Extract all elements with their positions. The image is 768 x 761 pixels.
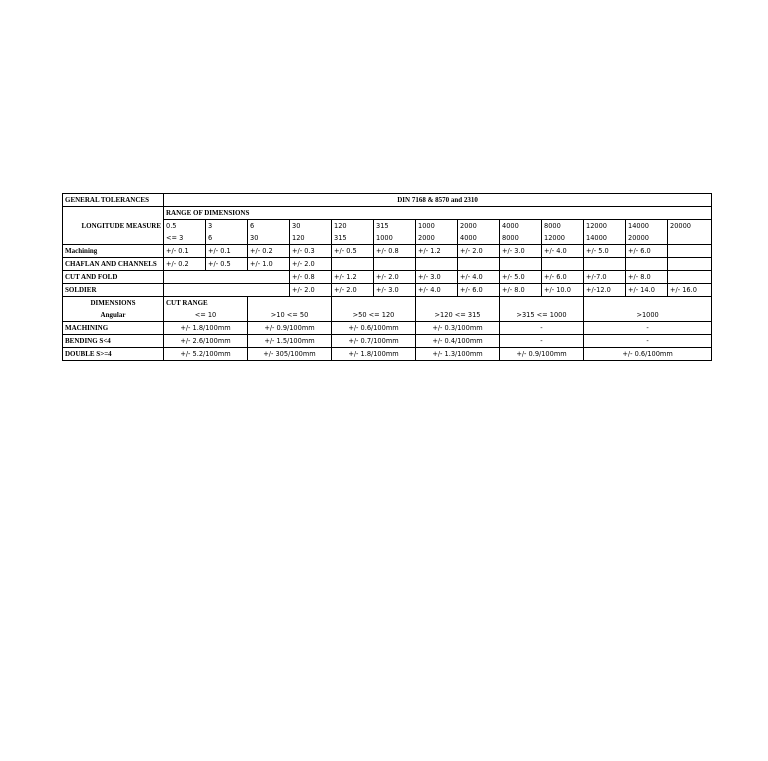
range-from: 3 xyxy=(206,220,248,233)
tolerance-cell: +/- 2.0 xyxy=(458,245,500,258)
angular-cell: +/- 1.8/100mm xyxy=(164,322,248,335)
tolerance-cell xyxy=(500,258,542,271)
cut-range-label: CUT RANGE xyxy=(164,297,248,310)
cut-range: >10 <= 50 xyxy=(248,309,332,322)
row-label: BENDING S<4 xyxy=(63,335,164,348)
tolerance-cell: +/- 4.0 xyxy=(458,271,500,284)
tolerance-cell: +/-12.0 xyxy=(584,284,626,297)
tolerance-cell xyxy=(416,258,458,271)
range-to: 6 xyxy=(206,232,248,245)
angular-cell: +/- 0.9/100mm xyxy=(500,348,584,361)
angular-cell: +/- 1.3/100mm xyxy=(416,348,500,361)
tolerance-cell: +/- 6.0 xyxy=(458,284,500,297)
tolerance-cell: +/- 0.8 xyxy=(374,245,416,258)
tolerance-cell xyxy=(374,258,416,271)
angular-cell: +/- 2.6/100mm xyxy=(164,335,248,348)
tolerance-cell: +/- 8.0 xyxy=(626,271,668,284)
range-from: 1000 xyxy=(416,220,458,233)
tolerance-cell: +/- 0.1 xyxy=(164,245,206,258)
range-from-row xyxy=(63,220,712,233)
title-row xyxy=(63,194,712,207)
table-row-machining xyxy=(63,245,712,258)
tolerance-cell: +/- 0.2 xyxy=(164,258,206,271)
range-to: 120 xyxy=(290,232,332,245)
dimensions-label: DIMENSIONS xyxy=(63,297,164,310)
tolerance-cell xyxy=(668,271,712,284)
row-label: Machining xyxy=(63,245,164,258)
tolerance-cell: +/- 0.5 xyxy=(332,245,374,258)
range-from: 30 xyxy=(290,220,332,233)
range-from: 8000 xyxy=(542,220,584,233)
tolerance-cell: +/- 14.0 xyxy=(626,284,668,297)
range-to: 20000 xyxy=(626,232,668,245)
angular-cell: - xyxy=(500,335,584,348)
tolerance-cell xyxy=(206,284,248,297)
table-row-double xyxy=(63,348,712,361)
table-row-bending xyxy=(63,335,712,348)
tolerance-cell xyxy=(332,258,374,271)
tolerance-cell xyxy=(626,258,668,271)
angular-cell: +/- 0.7/100mm xyxy=(332,335,416,348)
cut-range: <= 10 xyxy=(164,309,248,322)
cut-range: >1000 xyxy=(584,309,712,322)
tolerance-cell: +/- 2.0 xyxy=(290,258,332,271)
longitude-measure-label: LONGITUDE MEASURE xyxy=(63,220,164,233)
tolerance-cell: +/- 1.2 xyxy=(332,271,374,284)
tolerance-cell: +/- 8.0 xyxy=(500,284,542,297)
range-from: 315 xyxy=(374,220,416,233)
range-header-row xyxy=(63,207,712,220)
table-row-angular-machining xyxy=(63,322,712,335)
tolerance-cell: +/- 2.0 xyxy=(332,284,374,297)
tolerance-cell: +/- 5.0 xyxy=(500,271,542,284)
table-row-chaflan xyxy=(63,258,712,271)
range-from: 2000 xyxy=(458,220,500,233)
range-to: 14000 xyxy=(584,232,626,245)
tolerance-cell xyxy=(164,271,206,284)
angular-cell: - xyxy=(584,335,712,348)
row-label: CHAFLAN AND CHANNELS xyxy=(63,258,164,271)
range-to: <= 3 xyxy=(164,232,206,245)
tolerance-table xyxy=(62,193,712,361)
cut-range: >120 <= 315 xyxy=(416,309,500,322)
tolerance-cell: +/- 4.0 xyxy=(542,245,584,258)
row-label: MACHINING xyxy=(63,322,164,335)
angular-header-row xyxy=(63,297,712,310)
range-to: 4000 xyxy=(458,232,500,245)
range-to: 12000 xyxy=(542,232,584,245)
tolerance-cell xyxy=(248,271,290,284)
angular-cell: +/- 1.8/100mm xyxy=(332,348,416,361)
tolerance-cell: +/- 0.8 xyxy=(290,271,332,284)
angular-cell: +/- 0.3/100mm xyxy=(416,322,500,335)
tolerance-cell: +/-7.0 xyxy=(584,271,626,284)
angular-cell: - xyxy=(500,322,584,335)
range-to: 2000 xyxy=(416,232,458,245)
tolerance-cell: +/- 5.0 xyxy=(584,245,626,258)
tolerance-cell xyxy=(542,258,584,271)
angular-cell: +/- 1.5/100mm xyxy=(248,335,332,348)
tolerance-cell: +/- 16.0 xyxy=(668,284,712,297)
tolerance-cell xyxy=(248,284,290,297)
range-from: 4000 xyxy=(500,220,542,233)
angular-cell: +/- 5.2/100mm xyxy=(164,348,248,361)
tolerance-cell: +/- 6.0 xyxy=(542,271,584,284)
table-row-soldier xyxy=(63,284,712,297)
cut-range: >315 <= 1000 xyxy=(500,309,584,322)
angular-range-row xyxy=(63,309,712,322)
tolerance-cell: +/- 0.1 xyxy=(206,245,248,258)
tolerance-cell: +/- 2.0 xyxy=(374,271,416,284)
angular-cell: +/- 305/100mm xyxy=(248,348,332,361)
tolerance-cell: +/- 6.0 xyxy=(626,245,668,258)
range-from: 6 xyxy=(248,220,290,233)
angular-cell: +/- 0.6/100mm xyxy=(584,348,712,361)
range-to-row xyxy=(63,232,712,245)
tolerance-cell xyxy=(668,245,712,258)
range-to: 30 xyxy=(248,232,290,245)
tolerance-sheet xyxy=(62,193,712,361)
range-to: 315 xyxy=(332,232,374,245)
range-to xyxy=(668,232,712,245)
tolerance-cell xyxy=(164,284,206,297)
tolerance-cell xyxy=(668,258,712,271)
general-tolerances-title: GENERAL TOLERANCES xyxy=(63,194,164,207)
range-from: 120 xyxy=(332,220,374,233)
cut-range: >50 <= 120 xyxy=(332,309,416,322)
tolerance-cell xyxy=(206,271,248,284)
row-label: DOUBLE S>=4 xyxy=(63,348,164,361)
row-label: CUT AND FOLD xyxy=(63,271,164,284)
range-from: 14000 xyxy=(626,220,668,233)
range-to: 1000 xyxy=(374,232,416,245)
tolerance-cell: +/- 10.0 xyxy=(542,284,584,297)
tolerance-cell xyxy=(584,258,626,271)
angular-cell: +/- 0.4/100mm xyxy=(416,335,500,348)
angular-cell: +/- 0.6/100mm xyxy=(332,322,416,335)
angular-cell: +/- 0.9/100mm xyxy=(248,322,332,335)
tolerance-cell: +/- 3.0 xyxy=(500,245,542,258)
range-from: 20000 xyxy=(668,220,712,233)
din-standard-title: DIN 7168 & 8570 and 2310 xyxy=(164,194,712,207)
tolerance-cell: +/- 0.5 xyxy=(206,258,248,271)
tolerance-cell xyxy=(458,258,500,271)
tolerance-cell: +/- 1.2 xyxy=(416,245,458,258)
range-to: 8000 xyxy=(500,232,542,245)
angular-cell: - xyxy=(584,322,712,335)
tolerance-cell: +/- 4.0 xyxy=(416,284,458,297)
angular-label: Angular xyxy=(63,309,164,322)
tolerance-cell: +/- 3.0 xyxy=(374,284,416,297)
tolerance-cell: +/- 2.0 xyxy=(290,284,332,297)
tolerance-cell: +/- 1.0 xyxy=(248,258,290,271)
range-of-dimensions-label: RANGE OF DIMENSIONS xyxy=(164,207,712,220)
range-from: 12000 xyxy=(584,220,626,233)
tolerance-cell: +/- 0.2 xyxy=(248,245,290,258)
table-row-cut-and-fold xyxy=(63,271,712,284)
tolerance-cell: +/- 0.3 xyxy=(290,245,332,258)
row-label: SOLDIER xyxy=(63,284,164,297)
range-from: 0.5 xyxy=(164,220,206,233)
tolerance-cell: +/- 3.0 xyxy=(416,271,458,284)
